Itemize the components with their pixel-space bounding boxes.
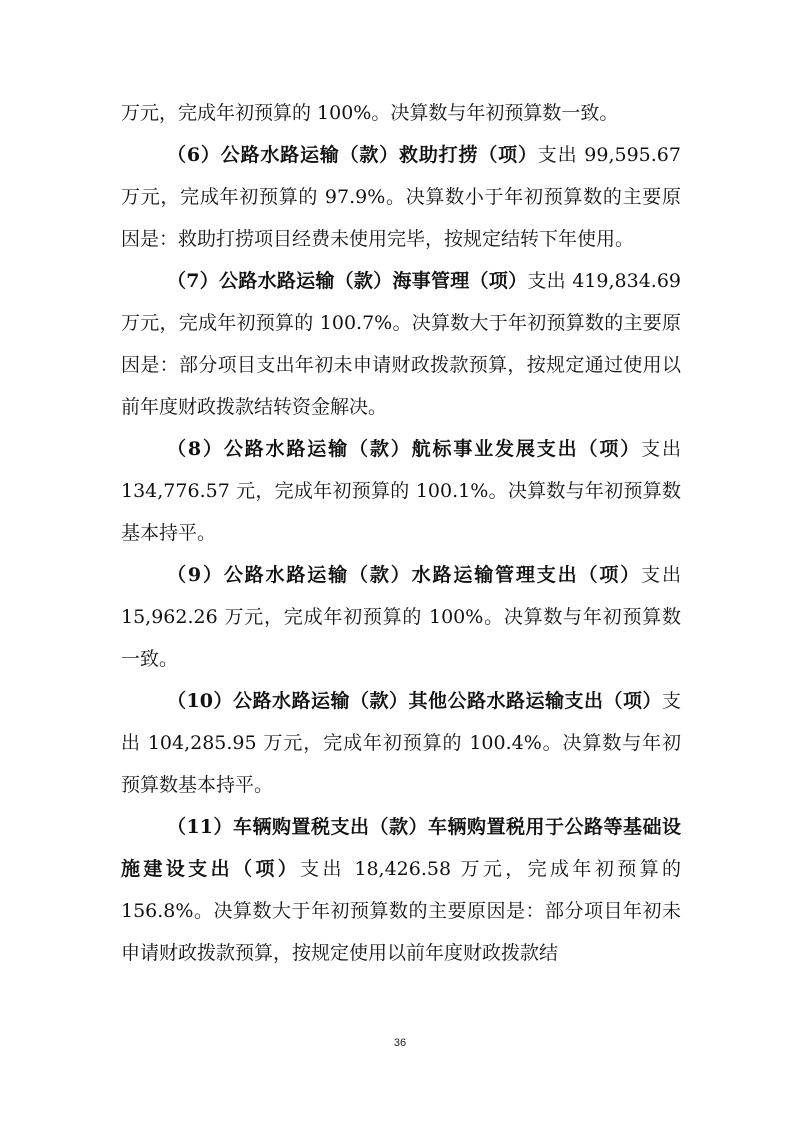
paragraph-heading: （7）公路水路运输（款）海事管理（项） [167,270,528,292]
paragraph-item-9 [121,554,681,680]
page-number: 36 [393,1037,407,1049]
paragraph-heading: （11）车辆购置税支出（款）车辆购置税用于公路等基础设施建设支出（项） [121,816,681,880]
paragraph-text: 支出 419,834.69 万元，完成年初预算的 100.7%。决算数大于年初预算数的主要原因是：部分项目支出年初未申请财政拨款预算，按规定通过使用以前年度财政拨款结转资金解决。 [121,270,681,418]
paragraph-heading: （8）公路水路运输（款）航标事业发展支出（项） [167,438,642,460]
paragraph-text: 支出 104,285.95 万元，完成年初预算的 100.4%。决算数与年初预算数基本持平。 [121,690,681,796]
paragraph-text: 支出 99,595.67 万元，完成年初预算的 97.9%。决算数小于年初预算数的主要原因是：救助打捞项目经费未使用完毕，按规定结转下年使用。 [121,144,681,250]
paragraph-text: 支出 18,426.58 万元，完成年初预算的 156.8%。决算数大于年初预算数的主要原因是：部分项目年初未申请财政拨款预算，按规定使用以前年度财政拨款结 [121,858,681,964]
paragraph-item-10 [121,680,681,806]
paragraph-text: 支出 134,776.57 元，完成年初预算的 100.1%。决算数与年初预算数基本持平。 [121,438,681,544]
paragraph-item-7 [121,260,681,428]
paragraph-item-8 [121,428,681,554]
paragraph-text: 万元，完成年初预算的 100%。决算数与年初预算数一致。 [121,102,619,124]
paragraph-text: 支出 15,962.26 万元，完成年初预算的 100%。决算数与年初预算数一致。 [121,564,681,670]
paragraph-heading: （10）公路水路运输（款）其他公路水路运输支出（项） [167,690,662,712]
paragraph-heading: （9）公路水路运输（款）水路运输管理支出（项） [167,564,642,586]
paragraph-item-11 [121,806,681,974]
paragraph-continuation [121,92,681,134]
document-body [121,92,681,974]
paragraph-heading: （6）公路水路运输（款）救助打捞（项） [167,144,538,166]
paragraph-item-6 [121,134,681,260]
